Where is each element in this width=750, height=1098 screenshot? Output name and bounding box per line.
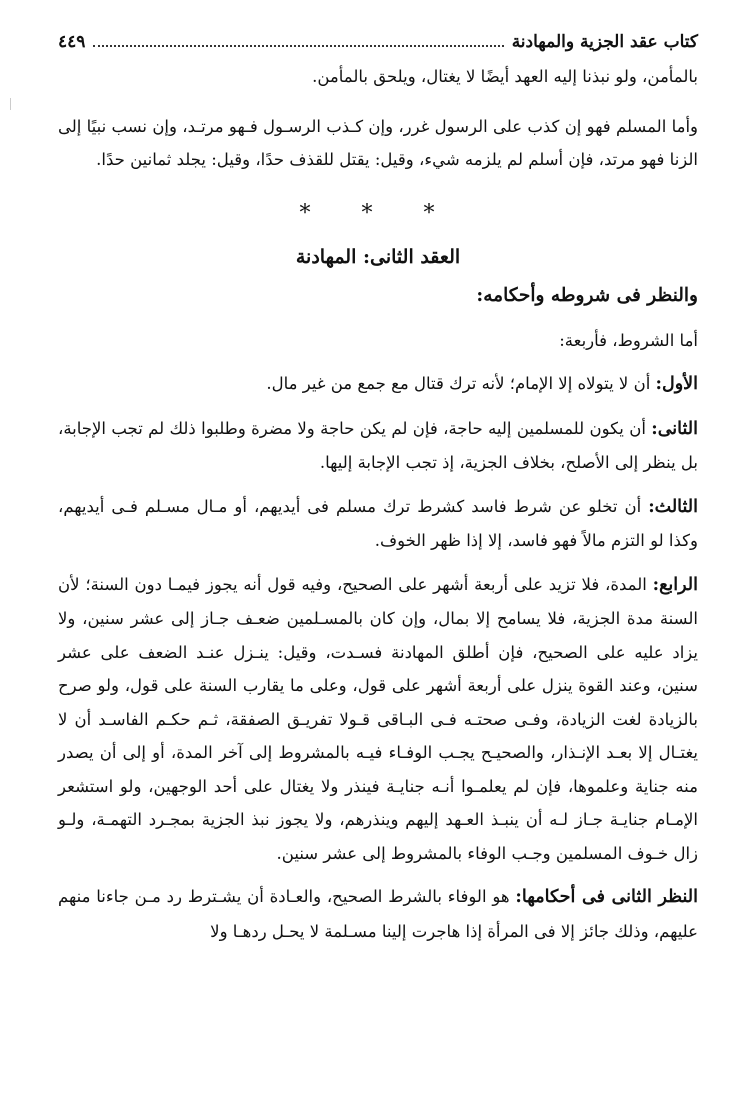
- condition-fourth: [58, 568, 698, 871]
- condition-label: الأول:: [655, 374, 698, 394]
- rulings-label: النظر الثانى فى أحكامها:: [515, 887, 699, 907]
- condition-text: أن تخلو عن شرط فاسد كشرط ترك مسلم فى أيديهم، أو مـال مسـلم فـى أيديهم، وكذا لو التزم مالاً فهو فاسد، إلا إذا ظهر الخوف.: [58, 496, 698, 550]
- paragraph-muslim-ruling: وأما المسلم فهو إن كذب على الرسول غرر، وإن كـذب الرسـول فـهو مرتـد، وإن نسب نبيًا إلى الزنا فهو مرتد، فإن أسلم لم يلزمه شيء، وقيل: يقتل للقذف حدًا، وقيل: يجلد ثمانين حدًا.: [58, 116, 698, 169]
- condition-first: [58, 367, 698, 402]
- leader-dots: [93, 45, 503, 47]
- document-page: [58, 30, 698, 948]
- section-separator: * * *: [299, 200, 457, 226]
- condition-third: [58, 490, 698, 558]
- paragraph-continuation: بالمأمن، ولو نبذنا إليه العهد أيضًا لا يغتال، ويلحق بالمأمن.: [312, 67, 698, 86]
- conditions-intro: أما الشروط، فأربعة:: [559, 330, 698, 350]
- condition-text: أن لا يتولاه إلا الإمام؛ لأنه ترك قتال مع جمع من غير مال.: [266, 374, 656, 393]
- page-number: ٤٤٩: [58, 32, 86, 52]
- condition-text: أن يكون للمسلمين إليه حاجة، فإن لم يكن حاجة ولا مضرة وطلبوا ذلك لم تجب الإجابة، بل ينظر إلى الأصلح، بخلاف الجزية، إذ تجب الإجابة إليها.: [58, 418, 698, 472]
- rulings-text: هو الوفاء بالشرط الصحيح، والعـادة أن يشـترط رد مـن جاءنا منهم عليهم، وذلك جائز إلا فى المرأة إذا هاجرت إلينا مسـلمة لا يحـل ردهـا ولا: [58, 887, 698, 941]
- rulings-paragraph: [58, 880, 698, 948]
- condition-second: [58, 412, 698, 480]
- section-title: العقد الثانى: المهادنة: [295, 245, 461, 268]
- section-subtitle: والنظر فى شروطه وأحكامه:: [476, 284, 698, 306]
- running-header: [58, 30, 698, 54]
- book-title: كتاب عقد الجزية والمهادنة: [511, 32, 698, 52]
- condition-text: المدة، فلا تزيد على أربعة أشهر على الصحيح، وفيه قول أنه يجوز فيمـا دون السنة؛ لأن السنة مدة الجزية، فلا يسامح إلا بمال، وإن كان بالمسـلمين ضعـف جـاز إلى عشر سنين، ولا يزاد عليه على الصحيح، فإن أطلق المهادنة فسـدت، وقيل: ينـزل عنـد الضعف على عشر سنين، وعند القوة ينزل على أربعة أشهر على قول، وعلى ما يقارب السنة على قول، ولو صرح بالزيادة لغت الزيادة، وفـى صحتـه فـى البـاقى قـولا تفريـق الصفقة، ثـم حكـم الفاسـد أن لا يغتـال إلا بعـد الإنـذار، والصحيـح يجـب الوفـاء فيـه بالمشروط إلى آخر المدة، أو إلى أن يصدر منه جناية وعلموها، فإن لم يعلمـوا أنـه جنايـة فينذر ولا يغتال على أحد الوجهين، ولو استشعر الإمـام جنايـة جـاز لـه أن ينبـذ العـهد إليهم وينذرهم، ولا يجوز نبذ الجزية بمجـرد التهمـة، ولـو زال خـوف المسلمين وجـب الوفاء بالمشروط إلى عشر سنين.: [58, 574, 698, 863]
- condition-label: الثانى:: [651, 418, 698, 439]
- condition-label: الرابع:: [652, 574, 698, 595]
- condition-label: الثالث:: [648, 496, 698, 517]
- margin-mark: [10, 98, 11, 110]
